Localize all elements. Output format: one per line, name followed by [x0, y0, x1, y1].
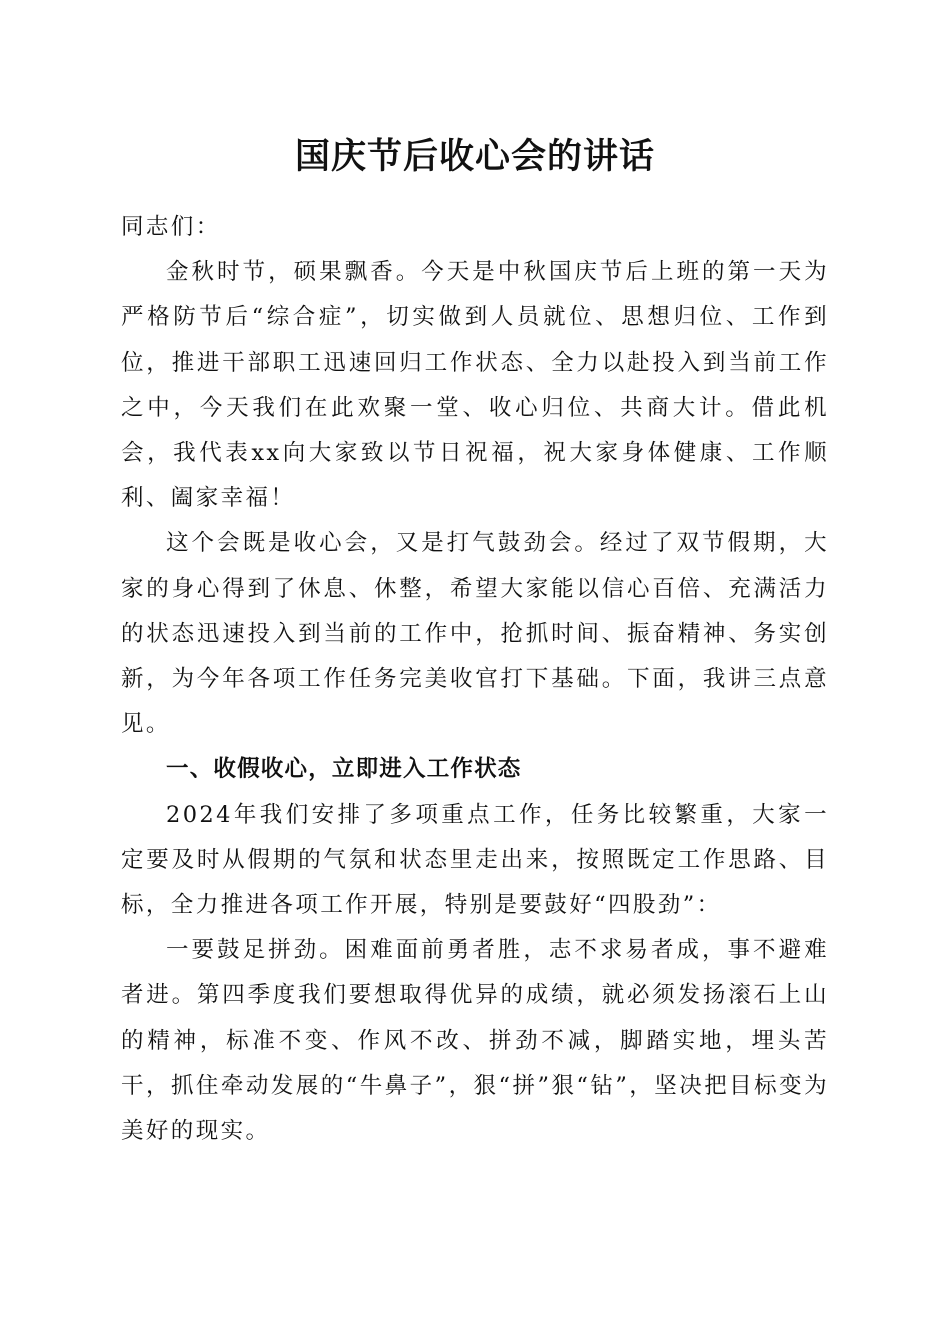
section-paragraph: 一要鼓足拼劲。困难面前勇者胜，志不求易者成，事不避难者进。第四季度我们要想取得优异的成绩，就必须发扬滚石上山的精神，标准不变、作风不改、拼劲不减，脚踏实地，埋头苦干，抓住牵动发展的“牛鼻子”，狠“拼”狠“钻”，坚决把目标变为美好的现实。: [121, 937, 829, 1145]
intro-paragraph: 金秋时节，硕果飘香。今天是中秋国庆节后上班的第一天为严格防节后“综合症”，切实做到人员就位、思想归位、工作到位，推进干部职工迅速回归工作状态、全力以赴投入到当前工作之中，今天我们在此欢聚一堂、收心归位、共商大计。借此机会，我代表xx向大家致以节日祝福，祝大家身体健康、工作顺利、阖家幸福！: [121, 259, 829, 512]
salutation: 同志们：: [121, 214, 221, 240]
section-paragraph: 2024年我们安排了多项重点工作，任务比较繁重，大家一定要及时从假期的气氛和状态里走出来，按照既定工作思路、目标，全力推进各项工作开展，特别是要鼓好“四股劲”：: [121, 801, 829, 919]
purpose-paragraph: 这个会既是收心会，又是打气鼓劲会。经过了双节假期，大家的身心得到了休息、休整，希望大家能以信心百倍、充满活力的状态迅速投入到当前的工作中，抢抓时间、振奋精神、务实创新，为今年各项工作任务完美收官打下基础。下面，我讲三点意见。: [121, 530, 829, 738]
section-heading: 一、收假收心，立即进入工作状态: [166, 756, 522, 783]
document-body: [121, 205, 829, 1154]
document-title: 国庆节后收心会的讲话: [294, 136, 655, 177]
